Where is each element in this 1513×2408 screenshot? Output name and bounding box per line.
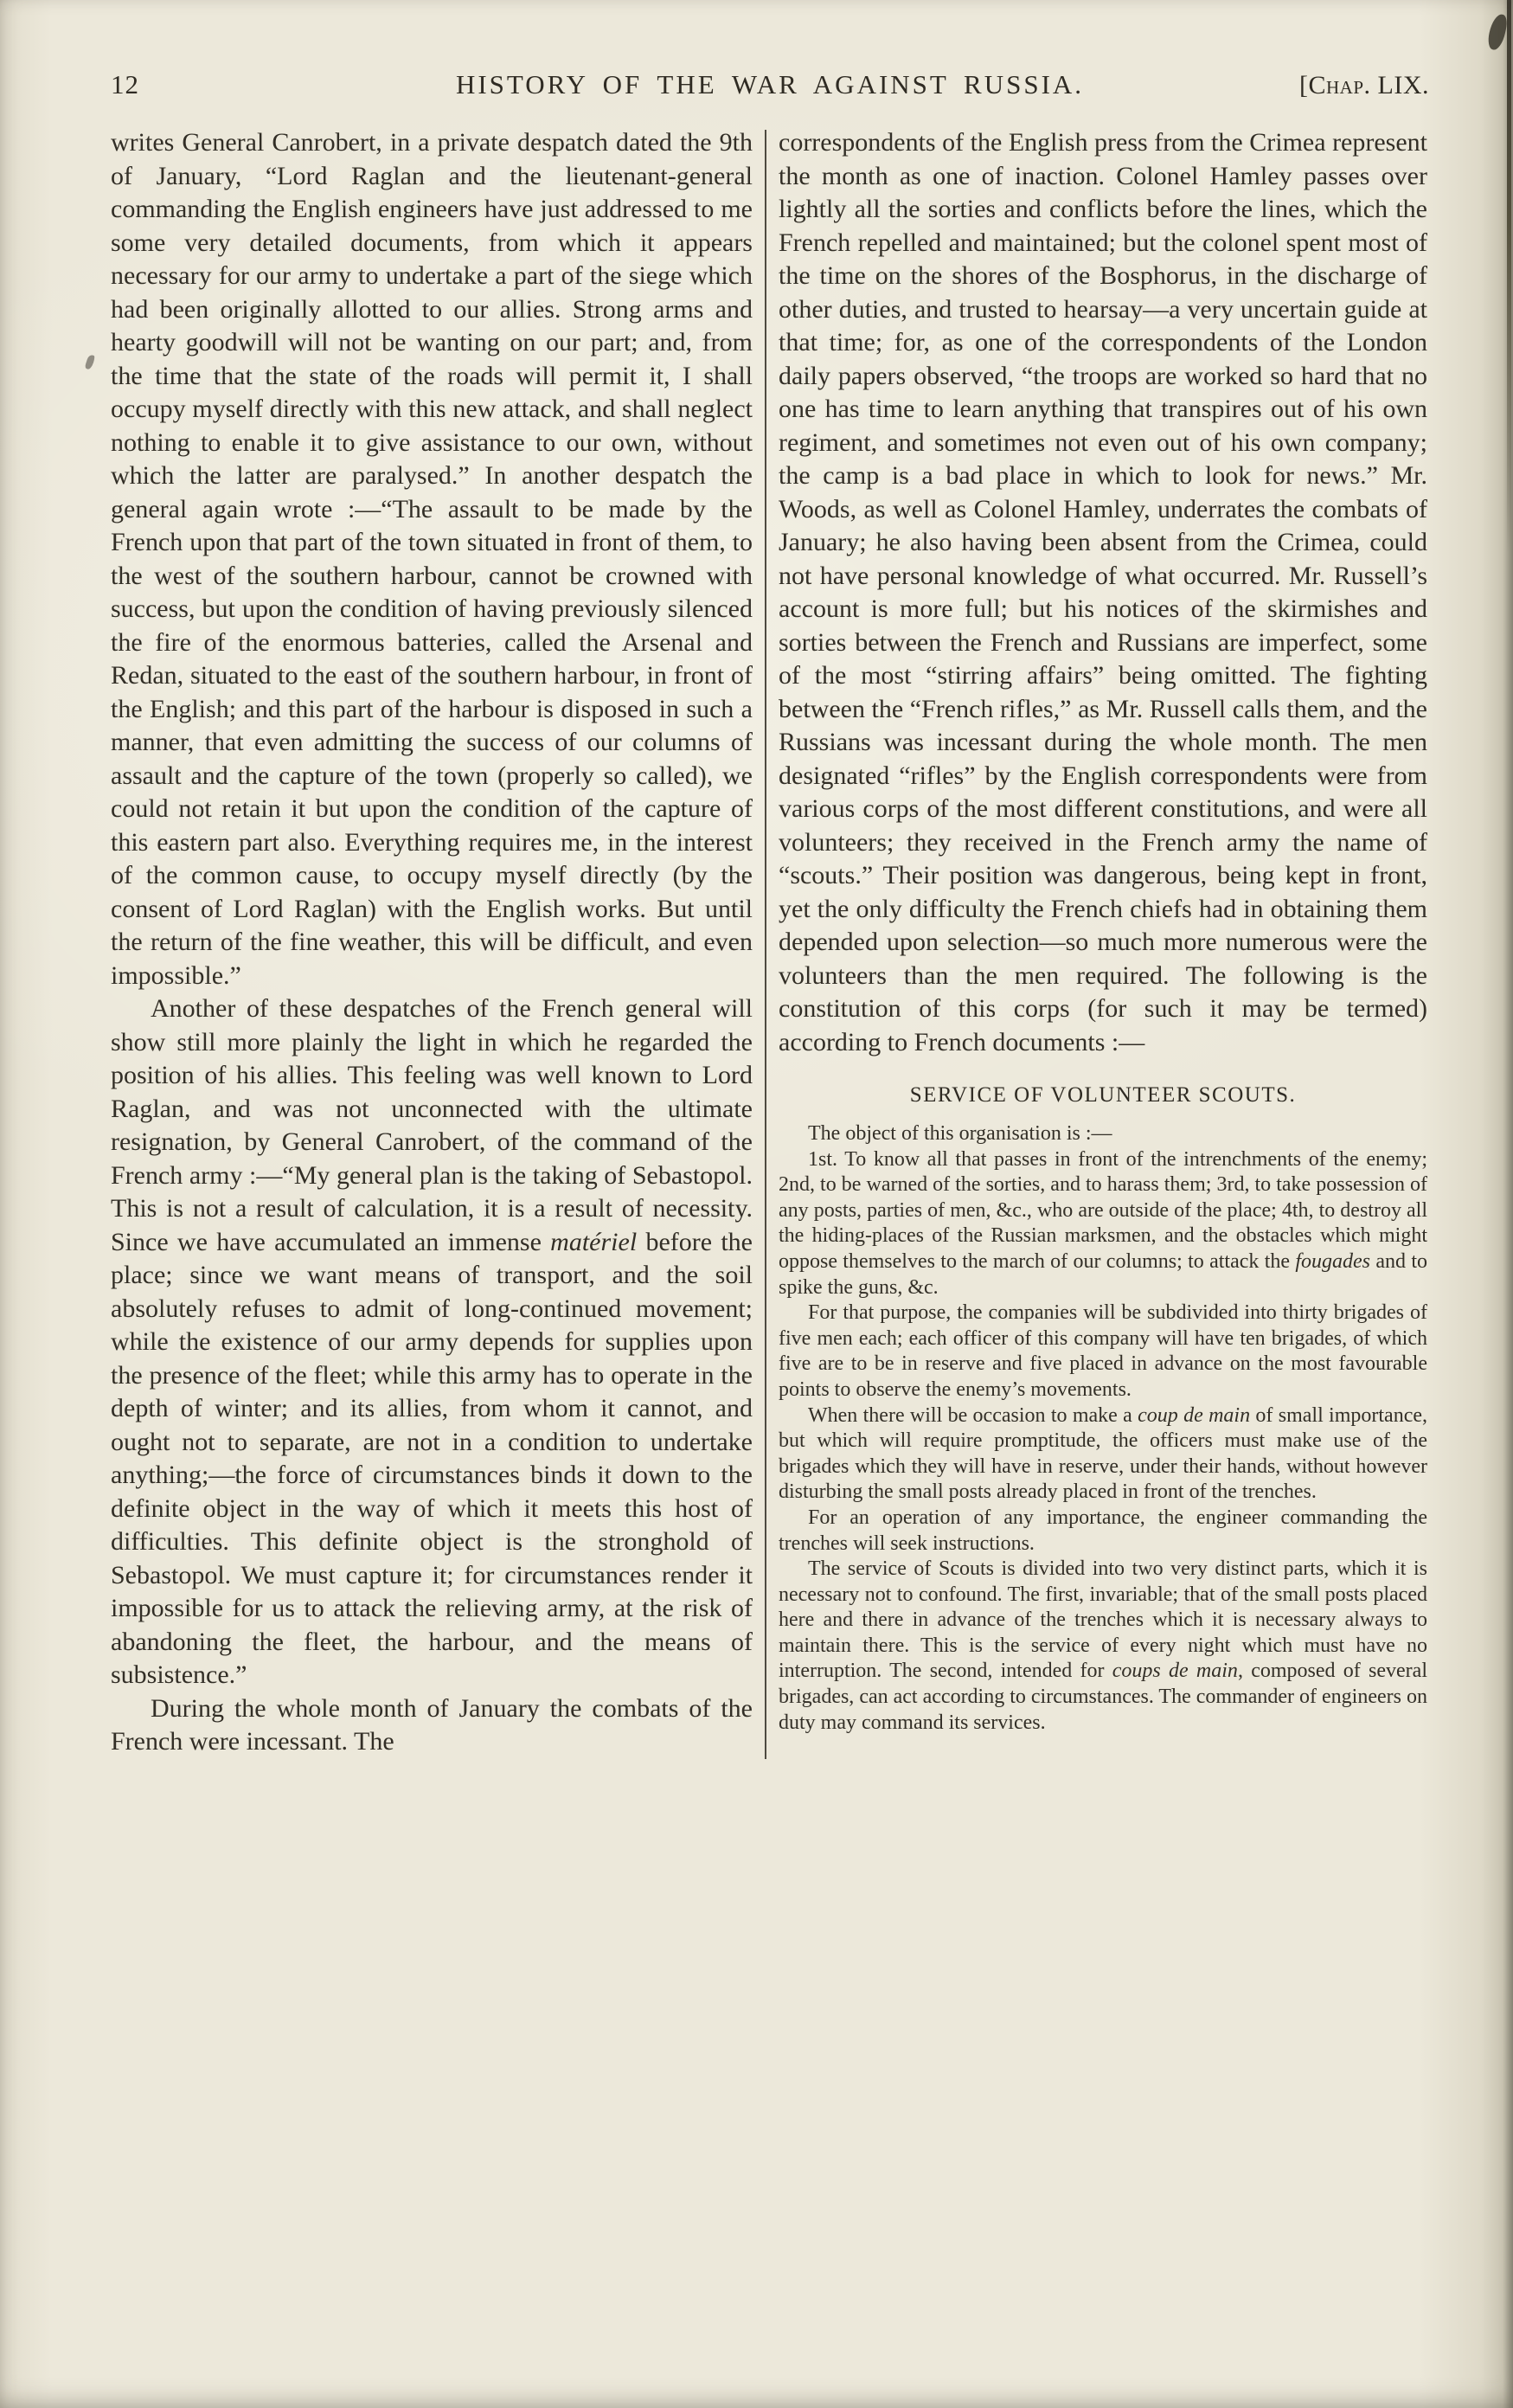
chapter-reference: [Chap. LIX.: [1299, 71, 1429, 100]
small-print-section: [779, 1121, 1427, 1736]
left-column: [111, 126, 753, 1759]
page-number: 12: [111, 69, 139, 100]
corner-ink-mark: [1486, 13, 1509, 52]
running-title: HISTORY OF THE WAR AGAINST RUSSIA.: [455, 69, 1085, 100]
small-print-paragraph: When there will be occasion to make a coup de main of small importance, but which will require promptitude, the officers must make use of the brigades which they will have in reserve, under their hands, without however disturbing the small posts already placed in front of the trenches.: [779, 1403, 1428, 1504]
small-print-paragraph: For that purpose, the companies will be subdivided into thirty brigades of five men each; each officer of this company will have ten brigades, of which five are to be in reserve and five placed in advance on the most favourable points to observe the enemy’s movements.: [779, 1301, 1427, 1401]
paragraph: correspondents of the English press from the Crimea represent the month as one of inaction. Colonel Hamley passes over lightly all the sorties and conflicts before the lines, which the French repelled and maintained; but the colonel spent most of the time on the shores of the Bosphorus, in the discharge of other duties, and trusted to hearsay—a very uncertain guide at that time; for, as one of the correspondents of the London daily papers observed, “the troops are worked so hard that no one has time to learn anything that transpires out of his own regiment, and sometimes not even out of his own company; the camp is a bad place in which to look for news.” Mr. Woods, as well as Colonel Hamley, underrates the combats of January; he also having been absent from the Crimea, could not have personal knowledge of what occurred. Mr. Russell’s account is more full; but his notices of the skirmishes and sorties between the French and Russians are imperfect, some of the most “stirring affairs” being omitted. The fighting between the “French rifles,” as Mr. Russell calls them, and the Russians was incessant during the whole month. The men designated “rifles” by the English correspondents were from various corps of the most different constitutions, and were all volunteers; they received in the French army the name of “scouts.” Their position was dangerous, being kept in front, yet the only difficulty the French chiefs had in obtaining them depended upon selection—so much more numerous were the volunteers than the men required. The following is the constitution of this corps (for such it may be termed) according to French documents :—: [779, 128, 1427, 1056]
paragraph: During the whole month of January the combats of the French were incessant. The: [111, 1693, 753, 1756]
section-heading: SERVICE OF VOLUNTEER SCOUTS.: [909, 1083, 1297, 1107]
text-block: [111, 126, 1429, 1759]
running-head: [111, 69, 1429, 100]
scan-edge-shadow: [1507, 0, 1511, 554]
right-column: [779, 126, 1427, 1759]
margin-ink-speck: [85, 354, 96, 370]
paragraph: writes General Canrobert, in a private despatch dated the 9th of January, “Lord Raglan and the lieutenant-general commanding the English engineers have just addressed to me some very detailed documents, from which it appears necessary for our army to undertake a part of the siege which had been originally allotted to our allies. Strong arms and hearty goodwill will not be wanting on our part; and, from the time that the state of the roads will permit it, I shall occupy myself directly with this new attack, and shall neglect nothing to enable it to give assistance to our own, without which the latter are paralysed.” In another despatch the general again wrote :—“The assault to be made by the French upon that part of the town situated in front of them, to the west of the southern harbour, cannot be crowned with success, but upon the condition of having previously silenced the fire of the enormous batteries, called the Arsenal and Redan, situated to the east of the southern harbour, in front of the English; and this part of the harbour is disposed in such a manner, that even admitting the success of our columns of assault and the capture of the town (properly so called), we could not retain it but upon the condition of the capture of this eastern part also. Everything requires me, in the interest of the common cause, to occupy myself directly (by the consent of Lord Raglan) with the English works. But until the return of the fine weather, this will be difficult, and even impossible.”: [111, 128, 753, 990]
small-print-paragraph: 1st. To know all that passes in front of the intrenchments of the enemy; 2nd, to be warned of the sorties, and to harass them; 3rd, to take possession of any posts, parties of men, &c., who are outside of the place; 4th, to destroy all the hiding-places of the Russian marksmen, and the obstacles which might oppose themselves to the march of our columns; to attack the fougades and to spike the guns, &c.: [779, 1147, 1427, 1299]
small-print-paragraph: For an operation of any importance, the engineer commanding the trenches will seek instructions.: [779, 1506, 1427, 1555]
small-print-paragraph: The service of Scouts is divided into two very distinct parts, which it is necessary not to confound. The first, invariable; that of the small posts placed here and there in advance of the trenches which it is necessary always to maintain there. This is the service of every night which must have no interruption. The second, intended for coups de main, composed of several brigades, can act according to circumstances. The commander of engineers on duty may command its services.: [779, 1557, 1427, 1734]
column-divider-rule: [765, 130, 766, 1759]
paragraph: Another of these despatches of the French general will show still more plainly the light in which he regarded the position of his allies. This feeling was well known to Lord Raglan, and was not unconnected with the ultimate resignation, by General Canrobert, of the command of the French army :—“My general plan is the taking of Sebastopol. This is not a result of calculation, it is a result of necessity. Since we have accumulated an immense matériel before the place; since we want means of transport, and the soil absolutely refuses to admit of long-continued movement; while the existence of our army depends for supplies upon the presence of the fleet; while this army has to operate in the depth of winter; and its allies, from whom it cannot, and ought not to separate, are not in a condition to undertake anything;—the force of circumstances binds it down to the definite object in the way of which it meets this host of difficulties. This definite object is the stronghold of Sebastopol. We must capture it; for circumstances render it impossible for us to attack the relieving army, at the risk of abandoning the fleet, the harbour, and the means of subsistence.”: [111, 994, 753, 1689]
small-print-paragraph: The object of this organisation is :—: [808, 1122, 1112, 1145]
